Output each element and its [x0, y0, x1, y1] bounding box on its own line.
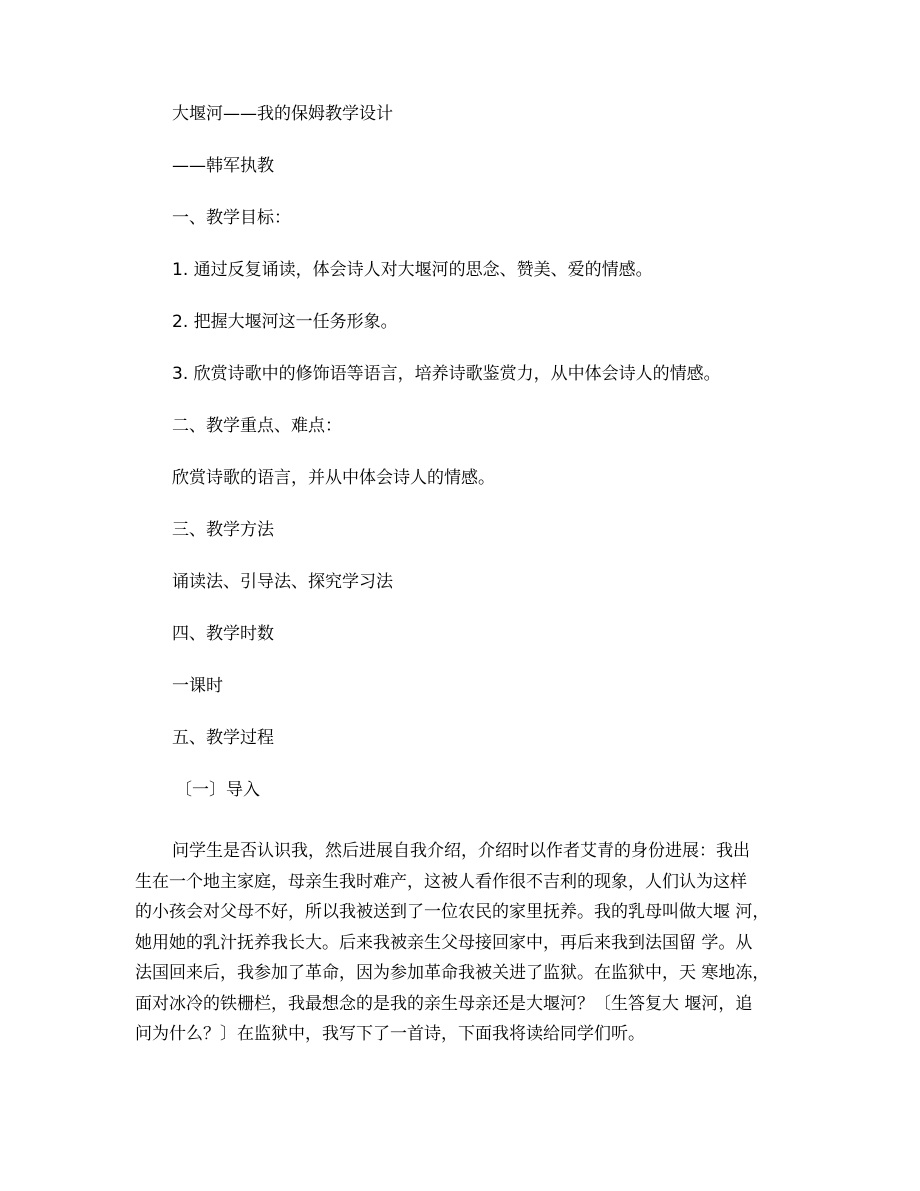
key-points-heading: 二、教学重点、难点：: [172, 416, 342, 436]
paragraph-line-3: 的小孩会对父母不好，所以我被送到了一位农民的家里抚养。我的乳母叫做大堰 河，: [135, 902, 770, 922]
methods-heading: 三、教学方法: [172, 520, 274, 540]
goal-item-3: 3. 欣赏诗歌中的修饰语等语言，培养诗歌鉴赏力，从中体会诗人的情感。: [172, 364, 721, 384]
hours-heading: 四、教学时数: [172, 624, 274, 644]
intro-heading: 〔一〕导入: [175, 780, 260, 800]
paragraph-line-7: 问为什么？〕在监狱中，我写下了一首诗，下面我将读给同学们听。: [135, 1024, 645, 1044]
paragraph-line-5: 法国回来后，我参加了革命，因为参加革命我被关进了监狱。在监狱中，天 寒地冻，: [135, 963, 770, 983]
key-points-text: 欣赏诗歌的语言，并从中体会诗人的情感。: [172, 468, 495, 488]
paragraph-line-4: 她用她的乳汁抚养我长大。后来我被亲生父母接回家中，再后来我到法国留 学。从: [135, 932, 753, 953]
author-line: ——韩军执教: [172, 156, 274, 176]
paragraph-line-2: 生在一个地主家庭，母亲生我时难产，这被人看作很不吉利的现象，人们认为这样: [135, 871, 747, 892]
document-title: 大堰河——我的保姆教学设计: [172, 104, 393, 124]
process-heading: 五、教学过程: [172, 728, 274, 748]
goals-heading: 一、教学目标：: [172, 208, 291, 228]
intro-paragraph: [135, 836, 797, 1050]
goal-item-2: 2. 把握大堰河这一任务形象。: [172, 312, 398, 332]
paragraph-line-1: 问学生是否认识我，然后进展自我介绍，介绍时以作者艾青的身份进展：我出: [172, 841, 750, 861]
paragraph-line-6: 面对冰冷的铁栅栏，我最想念的是我的亲生母亲还是大堰河？〔生答复大 堰河，追: [135, 993, 753, 1014]
methods-text: 诵读法、引导法、探究学习法: [172, 572, 393, 592]
goal-item-1: 1. 通过反复诵读，体会诗人对大堰河的思念、赞美、爱的情感。: [172, 260, 653, 280]
hours-text: 一课时: [172, 676, 223, 696]
